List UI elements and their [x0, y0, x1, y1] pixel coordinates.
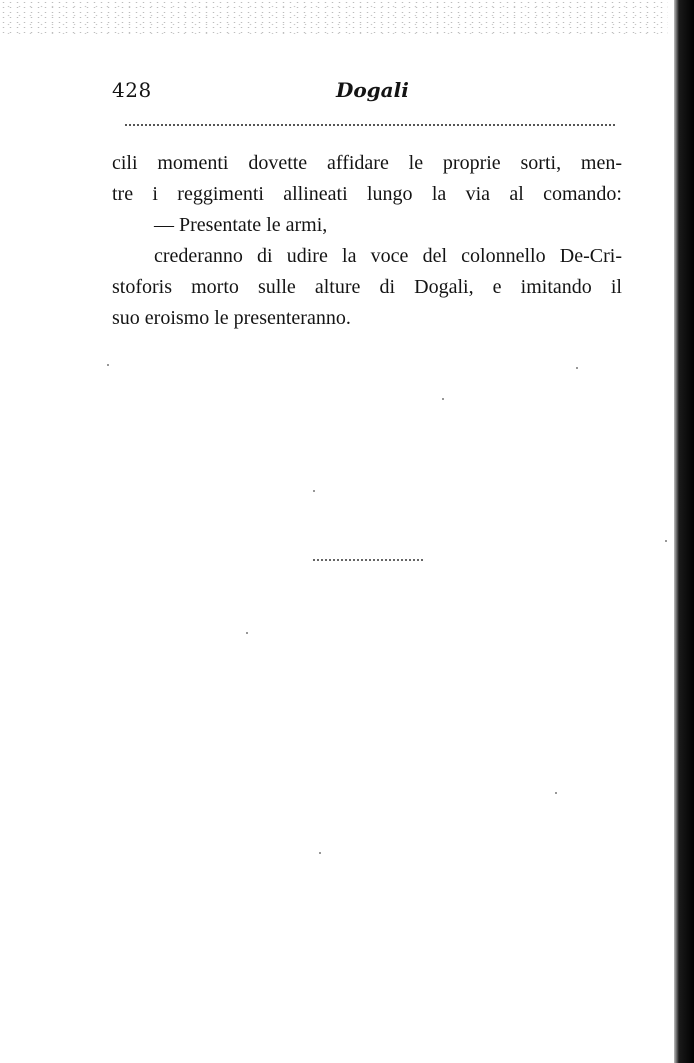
page-binding-edge	[674, 0, 694, 1063]
text-line: cili momenti dovette affidare le proprie sorti, men-	[112, 152, 622, 174]
scan-speck	[319, 852, 321, 854]
end-divider	[313, 559, 423, 561]
header-divider	[125, 124, 615, 126]
scan-speck	[313, 490, 315, 492]
text-line: crederanno di udire la voce del colonnello De-Cri-	[154, 245, 622, 267]
scan-speck	[576, 367, 578, 369]
text-line: stoforis morto sulle alture di Dogali, e imitando il	[112, 276, 622, 298]
scan-noise	[0, 0, 668, 34]
body-text	[112, 148, 622, 334]
scan-speck	[555, 792, 557, 794]
text-line: tre i reggimenti allineati lungo la via al comando:	[112, 183, 622, 205]
running-title: Dogali	[336, 78, 409, 102]
text-line: — Presentate le armi,	[154, 214, 328, 236]
scan-speck	[665, 540, 667, 542]
page-number: 428	[112, 78, 152, 102]
scan-speck	[442, 398, 444, 400]
scan-speck	[107, 364, 109, 366]
scan-speck	[246, 632, 248, 634]
text-line: suo eroismo le presenteranno.	[112, 307, 351, 329]
